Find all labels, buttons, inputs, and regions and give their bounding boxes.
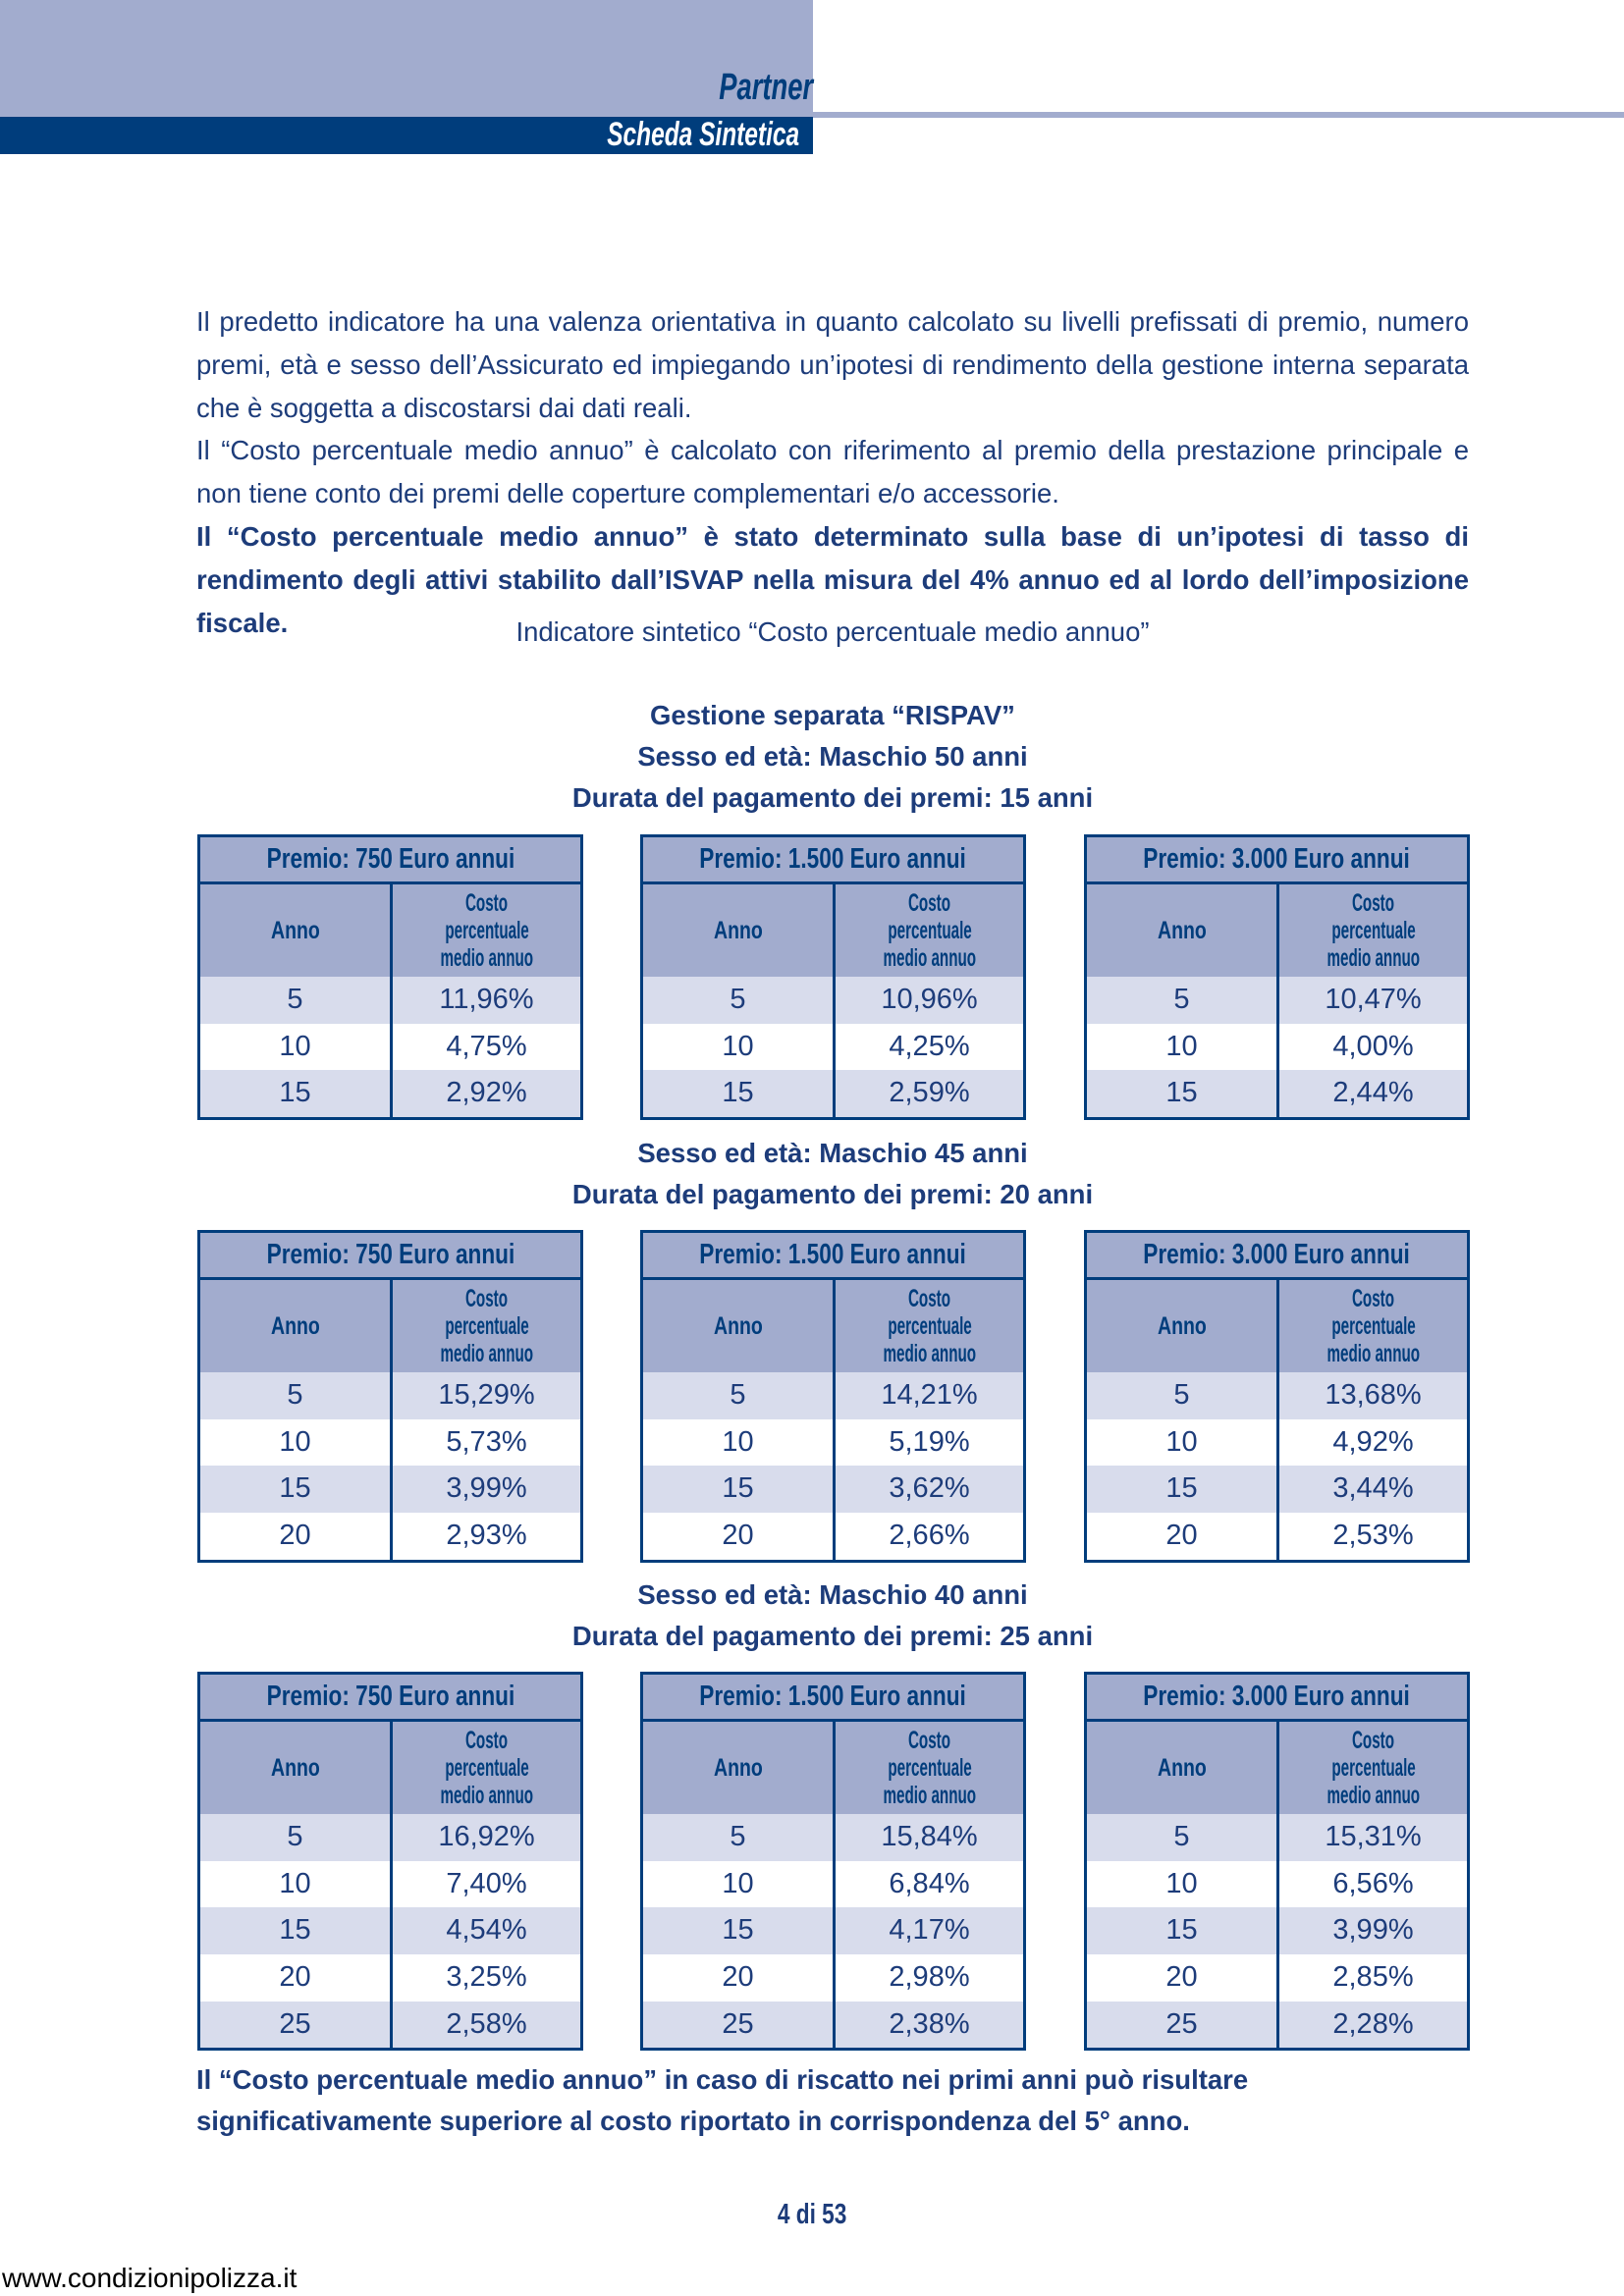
cell-anno: 15 [1087, 1466, 1279, 1513]
table-header [643, 1280, 1023, 1372]
col-header-costo: Costo percentuale medio annuo [1326, 1285, 1420, 1367]
cell-costo: 4,75% [446, 1030, 527, 1062]
col-header-anno: Anno [643, 1722, 836, 1814]
table-body [200, 977, 580, 1117]
cell-anno: 5 [200, 977, 393, 1024]
cell-anno: 5 [200, 1372, 393, 1419]
cell-anno: 20 [200, 1954, 393, 2002]
table-body [1087, 1372, 1467, 1560]
cell-costo: 10,96% [881, 984, 978, 1015]
col-header-anno: Anno [1087, 1280, 1279, 1372]
cell-anno: 20 [643, 1954, 836, 2002]
table-row [200, 977, 580, 1024]
table-row [1087, 1907, 1467, 1954]
product-name: Partner [719, 67, 813, 108]
group-duration: Durata del pagamento dei premi: 15 anni [571, 782, 1094, 813]
table-row [643, 1907, 1023, 1954]
cell-costo: 3,25% [446, 1961, 527, 1994]
col-header-anno: Anno [1087, 1722, 1279, 1814]
cell-costo: 2,98% [889, 1961, 970, 1994]
table-row [1087, 977, 1467, 1024]
col-header-anno: Anno [1087, 884, 1279, 977]
cell-costo: 3,99% [1332, 1914, 1414, 1947]
cell-anno: 15 [200, 1070, 393, 1117]
cost-table [1084, 1672, 1470, 2051]
cell-costo: 2,44% [1332, 1077, 1414, 1109]
group-sex-age: Sesso ed età: Maschio 50 anni [637, 741, 1028, 772]
col-header-anno: Anno [200, 884, 393, 977]
cost-table [640, 834, 1026, 1120]
table-row [643, 1070, 1023, 1117]
cell-costo: 15,29% [438, 1379, 535, 1411]
table-row [1087, 1814, 1467, 1861]
cell-anno: 5 [643, 977, 836, 1024]
cell-costo: 7,40% [446, 1867, 527, 1899]
cell-anno: 10 [643, 1419, 836, 1467]
table-header [200, 1722, 580, 1814]
col-header-costo: Costo percentuale medio annuo [1326, 1727, 1420, 1809]
page-number: 4 di 53 [777, 2199, 847, 2230]
cost-table [640, 1230, 1026, 1563]
table-row [643, 2002, 1023, 2049]
table-body [1087, 977, 1467, 1117]
cell-costo: 2,53% [1332, 1520, 1414, 1552]
cell-anno: 15 [1087, 1070, 1279, 1117]
cost-table [640, 1672, 1026, 2051]
table-header [643, 1722, 1023, 1814]
group-duration: Durata del pagamento dei premi: 20 anni [571, 1179, 1094, 1209]
cell-costo: 6,56% [1332, 1867, 1414, 1899]
cell-costo: 2,93% [446, 1520, 527, 1552]
cell-costo: 3,99% [446, 1472, 527, 1505]
table-row [200, 1513, 580, 1560]
cell-costo: 4,25% [889, 1030, 970, 1062]
table-title: Premio: 1.500 Euro annui [643, 837, 1023, 884]
table-row [643, 1419, 1023, 1467]
col-header-anno: Anno [200, 1280, 393, 1372]
table-row [643, 1513, 1023, 1560]
table-body [643, 1372, 1023, 1560]
table-title: Premio: 1.500 Euro annui [643, 1233, 1023, 1280]
cell-anno: 15 [643, 1466, 836, 1513]
cell-costo: 4,17% [889, 1914, 970, 1947]
cell-costo: 2,28% [1332, 2007, 1414, 2040]
intro-paragraph: Il predetto indicatore ha una valenza orientativa in quanto calcolato su livelli prefissati di premio, numero premi, età e sesso dell’Assicurato ed impiegando un’ipotesi di rendimento della gestione interna separata che è soggetta a discostarsi dai dati reali. [196, 306, 1469, 423]
table-row [200, 1419, 580, 1467]
table-title: Premio: 750 Euro annui [200, 837, 580, 884]
footnote: Il “Costo percentuale medio annuo” in caso di riscatto nei primi anni può risultare significativamente superiore al costo riportato in corrispondenza del 5° anno. [196, 2064, 1249, 2136]
cell-costo: 4,00% [1332, 1030, 1414, 1062]
table-body [643, 977, 1023, 1117]
cell-anno: 5 [643, 1814, 836, 1861]
table-row [643, 1954, 1023, 2002]
table-header [1087, 1722, 1467, 1814]
table-title: Premio: 750 Euro annui [200, 1675, 580, 1722]
table-title: Premio: 3.000 Euro annui [1087, 1233, 1467, 1280]
table-title: Premio: 1.500 Euro annui [643, 1675, 1023, 1722]
cell-costo: 16,92% [438, 1821, 535, 1852]
watermark: www.condizionipolizza.it [2, 2263, 298, 2293]
table-row [643, 1466, 1023, 1513]
table-header [643, 884, 1023, 977]
cell-anno: 10 [200, 1024, 393, 1071]
gestione-title: Gestione separata “RISPAV” [650, 700, 1015, 730]
col-header-costo: Costo percentuale medio annuo [1326, 889, 1420, 972]
cell-anno: 10 [200, 1861, 393, 1908]
cell-costo: 5,73% [446, 1425, 527, 1458]
table-row [200, 1861, 580, 1908]
cell-costo: 3,44% [1332, 1472, 1414, 1505]
table-row [1087, 1070, 1467, 1117]
table-body [643, 1814, 1023, 2048]
table-row [200, 1466, 580, 1513]
table-row [1087, 1419, 1467, 1467]
col-header-costo: Costo percentuale medio annuo [883, 1285, 976, 1367]
cell-anno: 10 [1087, 1861, 1279, 1908]
table-row [1087, 1513, 1467, 1560]
col-header-anno: Anno [200, 1722, 393, 1814]
cell-costo: 2,58% [446, 2007, 527, 2040]
intro-paragraph: Il “Costo percentuale medio annuo” è calcolato con riferimento al premio della prestazione principale e non tiene conto dei premi delle coperture complementari e/o accessorie. [196, 435, 1469, 509]
cell-costo: 2,59% [889, 1077, 970, 1109]
cell-anno: 10 [1087, 1024, 1279, 1071]
table-header [1087, 1280, 1467, 1372]
table-row [643, 1861, 1023, 1908]
table-row [1087, 1024, 1467, 1071]
col-header-anno: Anno [643, 884, 836, 977]
table-row [1087, 1466, 1467, 1513]
cell-costo: 2,85% [1332, 1961, 1414, 1994]
table-row [643, 1372, 1023, 1419]
intro-paragraph-bold: Il “Costo percentuale medio annuo” è stato determinato sulla base di un’ipotesi di tasso di rendimento degli attivi stabilito dall’ISVAP nella misura del 4% annuo ed al lordo dell’imposizione fiscale. [196, 520, 1469, 638]
table-row [200, 1814, 580, 1861]
cell-costo: 4,92% [1332, 1425, 1414, 1458]
cell-anno: 10 [643, 1024, 836, 1071]
col-header-costo: Costo percentuale medio annuo [440, 1727, 533, 1809]
cell-costo: 14,21% [881, 1379, 978, 1411]
cell-anno: 15 [200, 1907, 393, 1954]
table-header [1087, 884, 1467, 977]
cell-costo: 3,62% [889, 1472, 970, 1505]
table-title: Premio: 750 Euro annui [200, 1233, 580, 1280]
cell-costo: 2,66% [889, 1520, 970, 1552]
table-row [1087, 1861, 1467, 1908]
col-header-costo: Costo percentuale medio annuo [883, 889, 976, 972]
table-row [1087, 1954, 1467, 2002]
cell-costo: 6,84% [889, 1867, 970, 1899]
cell-anno: 10 [643, 1861, 836, 1908]
col-header-costo: Costo percentuale medio annuo [883, 1727, 976, 1809]
group-sex-age: Sesso ed età: Maschio 40 anni [637, 1579, 1028, 1610]
cost-table [197, 1230, 583, 1563]
cost-table [1084, 834, 1470, 1120]
table-row [200, 1954, 580, 2002]
table-header [200, 1280, 580, 1372]
table-row [200, 1024, 580, 1071]
cell-anno: 5 [200, 1814, 393, 1861]
table-row [1087, 2002, 1467, 2049]
col-header-anno: Anno [643, 1280, 836, 1372]
intro-text [196, 300, 1469, 644]
cell-costo: 2,92% [446, 1077, 527, 1109]
document-type: Scheda Sintetica [607, 116, 799, 153]
table-row [200, 1372, 580, 1419]
table-body [200, 1372, 580, 1560]
table-row [643, 1024, 1023, 1071]
table-title: Premio: 3.000 Euro annui [1087, 1675, 1467, 1722]
cell-anno: 15 [200, 1466, 393, 1513]
cell-costo: 11,96% [439, 984, 534, 1015]
table-row [200, 1907, 580, 1954]
col-header-costo: Costo percentuale medio annuo [440, 889, 533, 972]
table-header [200, 884, 580, 977]
cell-costo: 10,47% [1325, 984, 1422, 1015]
cell-anno: 25 [1087, 2002, 1279, 2049]
cell-anno: 15 [643, 1907, 836, 1954]
cell-anno: 20 [1087, 1954, 1279, 2002]
table-row [200, 2002, 580, 2049]
cell-anno: 5 [1087, 977, 1279, 1024]
header-rule [813, 112, 1624, 118]
cell-anno: 10 [1087, 1419, 1279, 1467]
cell-costo: 15,84% [881, 1821, 978, 1852]
cost-table [1084, 1230, 1470, 1563]
cell-anno: 20 [200, 1513, 393, 1560]
header-band [0, 0, 813, 117]
cell-anno: 5 [1087, 1814, 1279, 1861]
table-row [1087, 1372, 1467, 1419]
table-row [643, 977, 1023, 1024]
cost-table [197, 834, 583, 1120]
cell-anno: 20 [643, 1513, 836, 1560]
cell-anno: 25 [200, 2002, 393, 2049]
group-duration: Durata del pagamento dei premi: 25 anni [571, 1621, 1094, 1651]
cell-costo: 4,54% [446, 1914, 527, 1947]
cell-anno: 25 [643, 2002, 836, 2049]
cell-costo: 13,68% [1325, 1379, 1422, 1411]
cell-costo: 2,38% [889, 2007, 970, 2040]
table-row [643, 1814, 1023, 1861]
cost-table [197, 1672, 583, 2051]
cell-anno: 15 [643, 1070, 836, 1117]
cell-anno: 5 [643, 1372, 836, 1419]
cell-anno: 20 [1087, 1513, 1279, 1560]
table-body [1087, 1814, 1467, 2048]
table-body [200, 1814, 580, 2048]
cell-anno: 5 [1087, 1372, 1279, 1419]
cell-anno: 10 [200, 1419, 393, 1467]
col-header-costo: Costo percentuale medio annuo [440, 1285, 533, 1367]
indicator-title: Indicatore sintetico “Costo percentuale medio annuo” [515, 616, 1150, 647]
cell-anno: 15 [1087, 1907, 1279, 1954]
group-sex-age: Sesso ed età: Maschio 45 anni [637, 1138, 1028, 1168]
table-row [200, 1070, 580, 1117]
table-title: Premio: 3.000 Euro annui [1087, 837, 1467, 884]
cell-costo: 5,19% [889, 1425, 970, 1458]
cell-costo: 15,31% [1325, 1821, 1422, 1852]
